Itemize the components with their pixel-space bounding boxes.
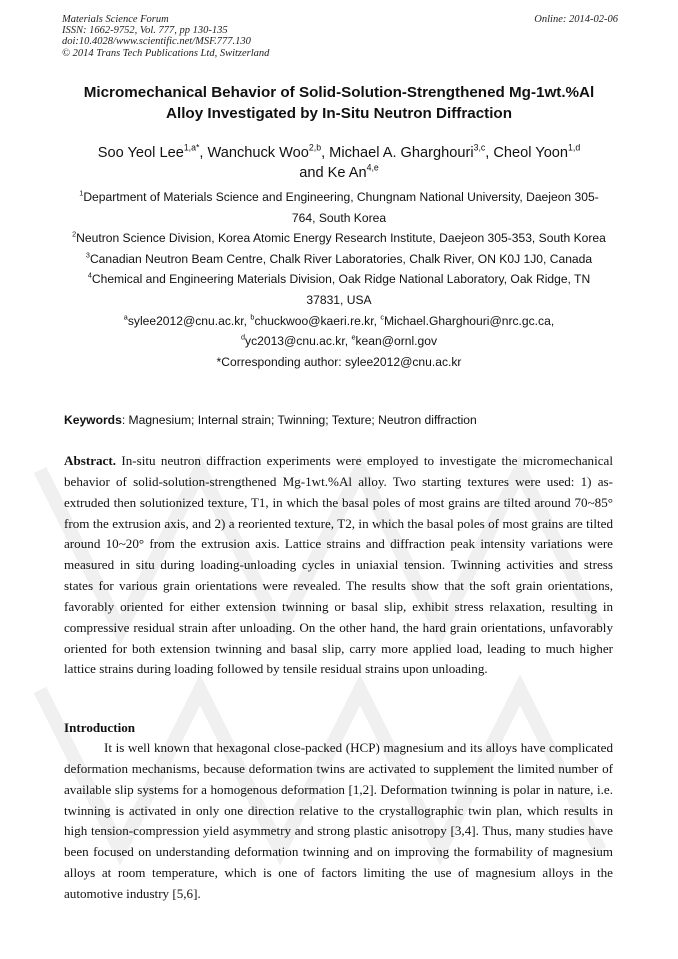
email: kean@ornl.gov [355,334,438,349]
keywords [64,411,624,429]
affiliation: $^2$Neutron Science Division, Korea Atomic Energy Research Institute, Daejeon 305-353, South Korea [72,229,606,246]
affiliations [72,187,606,372]
affiliation: $^3$Canadian Neutron Beam Centre, Chalk River Laboratories, Chalk River, ON K0J 1J0, Canada [85,250,593,266]
author-list [40,143,638,183]
author: Michael A. Gharghouri$^{3,c}$, [329,142,494,161]
doi: doi:10.4028/www.scientific.net/MSF.777.130 [62,36,251,48]
journal-header [62,14,618,59]
abstract [64,451,613,680]
email: chuckwoo@kaeri.re.kr, [254,313,381,328]
author: Wanchuck Woo$^{2,b}$, [207,142,330,161]
introduction-heading: Introduction [64,720,136,735]
keywords-label: Keywords [64,413,122,427]
corresponding-author: *Corresponding author: sylee2012@cnu.ac.kr [216,354,462,369]
copyright: © 2014 Trans Tech Publications Ltd, Switzerland [62,47,270,59]
issn: ISSN: 1662-9752, Vol. 777, pp 130-135 [62,25,228,37]
title-line-1: Micromechanical Behavior of Solid-Solution-Strengthened Mg-1wt.%Al [83,84,595,101]
introduction-text: It is well known that hexagonal close-packed (HCP) magnesium and its alloys have complicated deformation mechanisms, because deformation twins are activated to supplement the limited number of available slip systems for a homogenous deformation [1,2]. Deformation twinning is polar in nature, i.e. twinning is activated in only one direction relative to the crystallographic twin plan, which results in high tension-compression yield asymmetry and strong plastic anisotropy [3,4]. Thus, many studies have been focused on understanding deformation twinning and on improving the formability of magnesium alloys at room temperature, which is one of factors limiting the use of magnesium alloys in the automotive industry [5,6]. [64,740,613,901]
email: Michael.Gharghouri@nrc.gc.ca, [383,313,555,328]
email: sylee2012@cnu.ac.kr, [127,313,251,328]
email: yc2013@cnu.ac.kr, [245,334,352,349]
abstract-text: In-situ neutron diffraction experiments were employed to investigate the micromechanical behavior of solid-solution-strengthened Mg-1wt.%Al alloy. Two starting textures were used: 1) as-extruded then solutionized texture, T1, in which the basal poles of most grains are tilted around 70~85° from the extrusion axis, and 2) a reoriented texture, T2, in which the basal poles of most grains are tilted around 10~20° from the extrusion axis. Lattice strains and diffraction peak intensity variations were measured in situ during loading-unloading cycles in uniaxial tension. Twinning activities and stress states for various grain orientations were revealed. The results show that the soft grain orientations, favorably oriented for either extension twinning or basal slip, exhibit stress relaxation, resulting in compressive residual strain after unloading. On the other hand, the hard grain orientations, unfavorably oriented for both extension twinning and basal slip, carry more applied load, leading to much higher lattice strains during loading followed by tensile residual strains upon unloading. [64,453,613,677]
author: and Ke An$^{4,e}$ [299,162,379,181]
paper-title [40,82,638,124]
affiliation: $^1$Department of Materials Science and Engineering, Chungnam National University, Daejeon 305-764, South Korea [79,188,599,225]
online-date: Online: 2014-02-06 [534,14,618,25]
affiliation: $^4$Chemical and Engineering Materials Division, Oak Ridge National Laboratory, Oak Ridge, TN 37831, USA [87,270,591,307]
author: Cheol Yoon$^{1,d}$ [493,142,581,161]
keywords-text: : Magnesium; Internal strain; Twinning; Texture; Neutron diffraction [121,413,477,427]
title-line-2: Alloy Investigated by In-Situ Neutron Diffraction [166,105,512,122]
email-list: $^a$sylee2012@cnu.ac.kr, $^b$chuckwoo@kaeri.re.kr, $^c$Michael.Gharghouri@nrc.gc.ca, $^d$yc2013@cnu.ac.kr, $^e$kean@ornl.gov [123,312,555,349]
author: Soo Yeol Lee$^{1,a*}$, [97,142,208,161]
abstract-label: Abstract. [64,453,116,468]
journal-name: Materials Science Forum [62,14,169,25]
